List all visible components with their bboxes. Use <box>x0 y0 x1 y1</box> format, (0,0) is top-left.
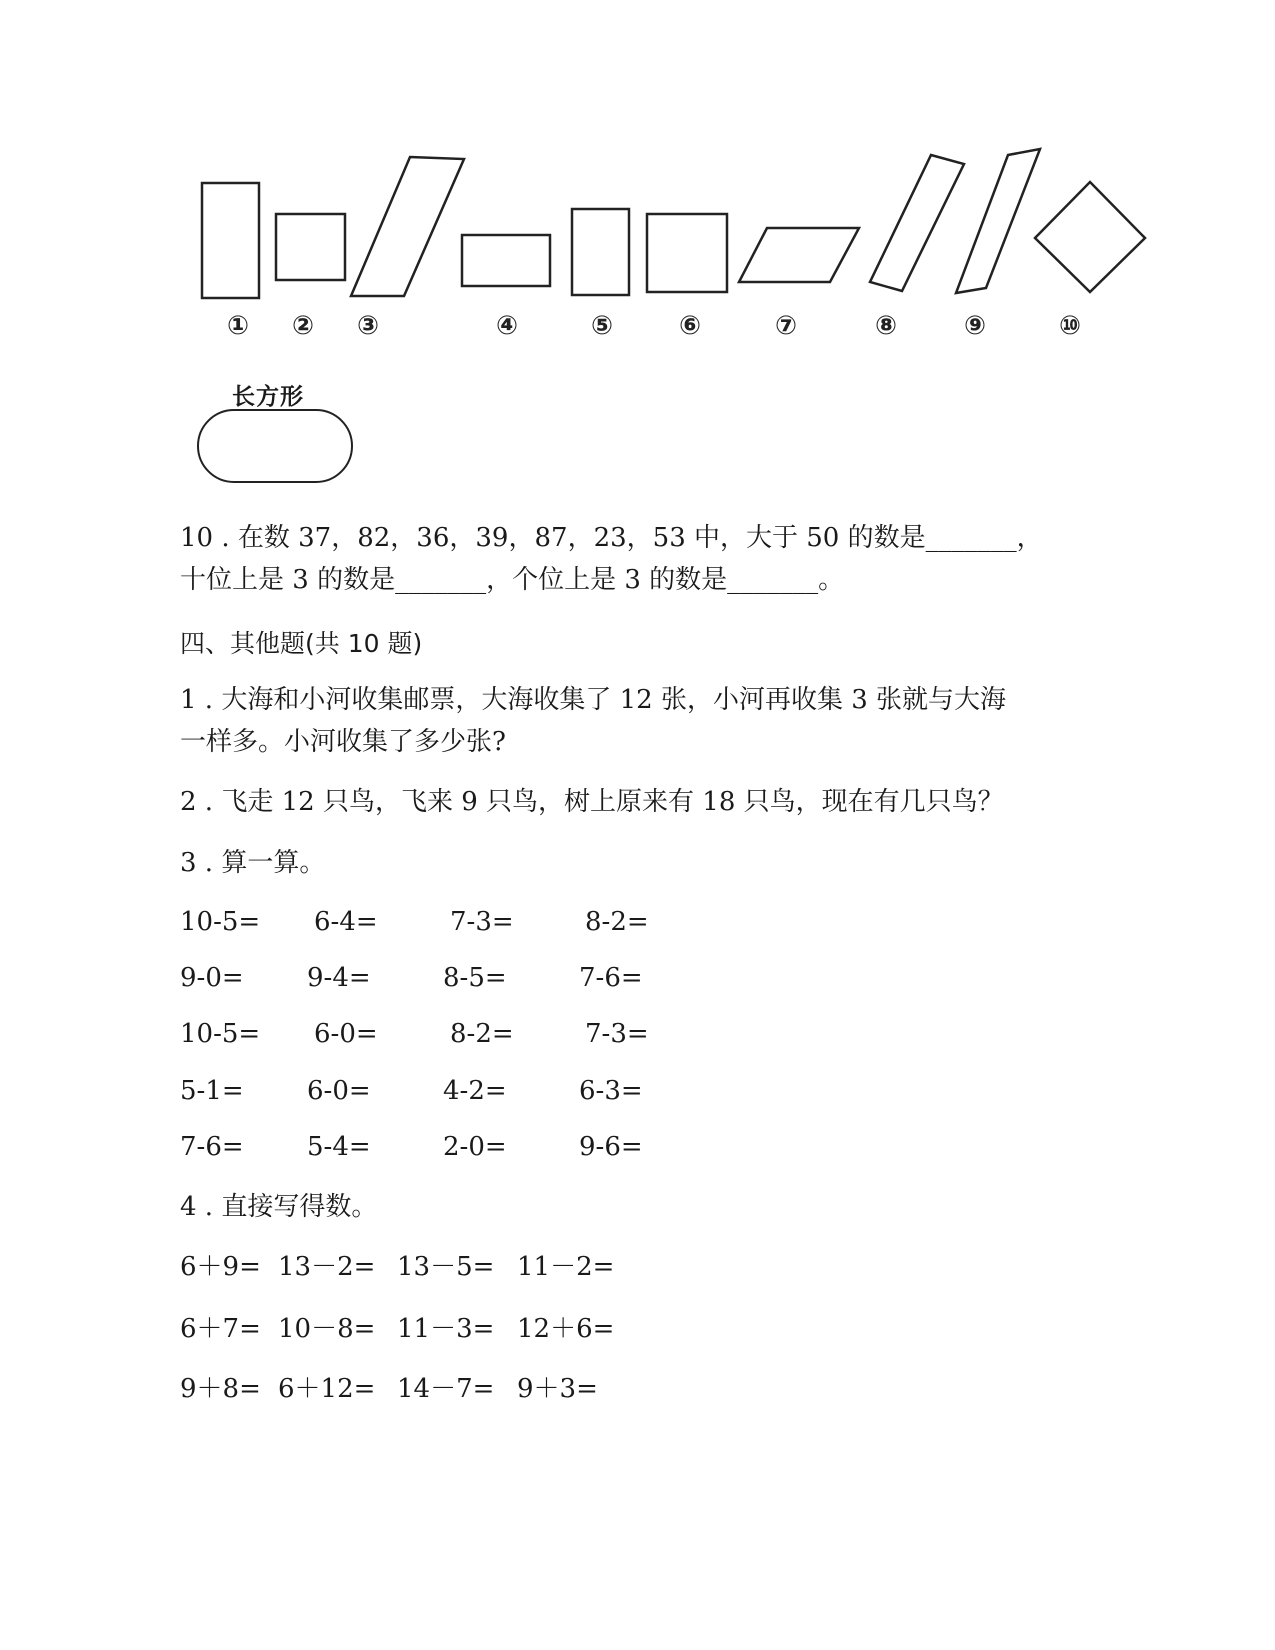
q3-expression: 8-2= <box>450 1019 514 1049</box>
shape-4 <box>462 235 550 286</box>
q4-expression: 6＋9= <box>180 1252 261 1282</box>
q3-expression: 7-3= <box>585 1019 649 1049</box>
q3-expression: 6-3= <box>579 1076 643 1106</box>
shape-number-4: ④ <box>495 311 519 341</box>
q3-expression: 10-5= <box>180 907 261 937</box>
shape-5 <box>572 209 629 295</box>
q3-expression: 7-3= <box>450 907 514 937</box>
q3-expression: 6-0= <box>307 1076 371 1106</box>
q3-expression: 7-6= <box>180 1132 244 1162</box>
q3-title: 3 . 算一算。 <box>180 848 326 878</box>
q3-expression: 9-0= <box>180 963 244 993</box>
shape-6 <box>647 214 727 292</box>
shape-8 <box>870 155 964 291</box>
shape-number-6: ⑥ <box>678 311 702 341</box>
shape-number-1: ① <box>226 311 250 341</box>
q4-expression: 9＋3= <box>517 1374 598 1404</box>
quadrilaterals-figure <box>195 135 1165 345</box>
q3-expression: 8-2= <box>585 907 649 937</box>
q1-line-2: 一样多。小河收集了多少张? <box>180 727 506 757</box>
q4-expression: 12＋6= <box>517 1314 615 1344</box>
q3-expression: 8-5= <box>443 963 507 993</box>
shape-number-9: ⑨ <box>963 311 987 341</box>
shape-number-10: ⑩ <box>1058 311 1082 341</box>
q3-expression: 9-4= <box>307 963 371 993</box>
shape-10 <box>1035 182 1145 292</box>
q10-line-1: 10 . 在数 37，82，36，39，87，23，53 中，大于 50 的数是_______， <box>180 523 1043 553</box>
q1-line-1: 1 . 大海和小河收集邮票，大海收集了 12 张，小河再收集 3 张就与大海 <box>180 685 1007 715</box>
shape-7 <box>739 228 859 282</box>
q2-text: 2 . 飞走 12 只鸟，飞来 9 只鸟，树上原来有 18 只鸟，现在有几只鸟？ <box>180 787 1004 817</box>
q3-expression: 10-5= <box>180 1019 261 1049</box>
q3-expression: 4-2= <box>443 1076 507 1106</box>
shape-2 <box>276 214 345 280</box>
q4-expression: 6＋12= <box>278 1374 376 1404</box>
shape-1 <box>202 183 259 298</box>
shape-number-8: ⑧ <box>874 311 898 341</box>
shape-number-5: ⑤ <box>590 311 614 341</box>
q4-expression: 13－2= <box>278 1252 376 1282</box>
q3-expression: 5-1= <box>180 1076 244 1106</box>
shape-9 <box>956 149 1040 293</box>
rectangle-answer-box <box>197 409 353 483</box>
q3-expression: 9-6= <box>579 1132 643 1162</box>
shape-3 <box>351 157 464 296</box>
q3-expression: 6-4= <box>314 907 378 937</box>
q4-expression: 11－3= <box>397 1314 495 1344</box>
shape-number-7: ⑦ <box>774 311 798 341</box>
q4-expression: 6＋7= <box>180 1314 261 1344</box>
shape-number-3: ③ <box>356 311 380 341</box>
rectangle-category-label: 长方形 <box>232 384 304 410</box>
q4-expression: 14－7= <box>397 1374 495 1404</box>
q3-expression: 6-0= <box>314 1019 378 1049</box>
q3-expression: 5-4= <box>307 1132 371 1162</box>
q3-expression: 2-0= <box>443 1132 507 1162</box>
shape-number-2: ② <box>291 311 315 341</box>
q4-expression: 10－8= <box>278 1314 376 1344</box>
section-4-heading: 四、其他题(共 10 题) <box>180 629 423 658</box>
q4-expression: 11－2= <box>517 1252 615 1282</box>
q4-expression: 13－5= <box>397 1252 495 1282</box>
q10-line-2: 十位上是 3 的数是_______，个位上是 3 的数是_______。 <box>180 565 845 595</box>
q4-title: 4 . 直接写得数。 <box>180 1192 378 1222</box>
q4-expression: 9＋8= <box>180 1374 261 1404</box>
q3-expression: 7-6= <box>579 963 643 993</box>
